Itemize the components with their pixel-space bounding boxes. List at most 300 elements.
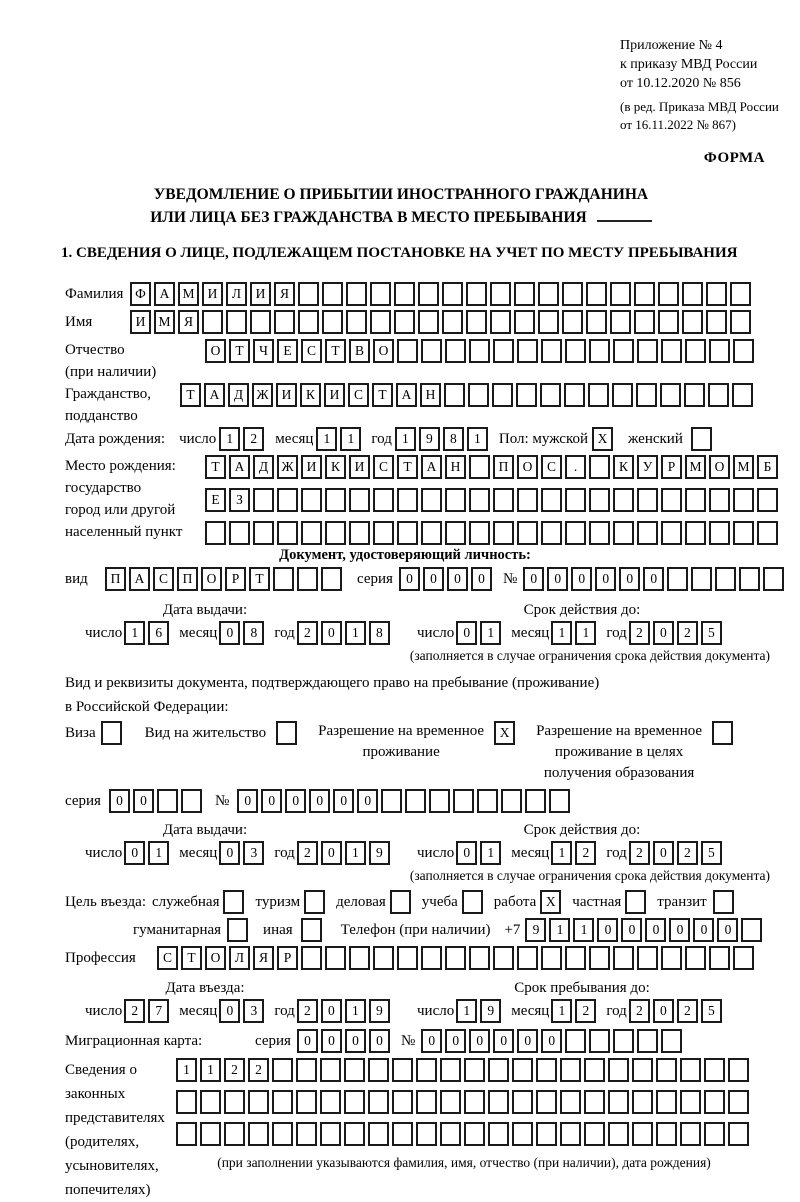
residence-valid-year-box[interactable]: 0 bbox=[653, 841, 674, 865]
phone-digit-box[interactable]: 0 bbox=[621, 918, 642, 942]
entry-day-box[interactable]: 2 bbox=[124, 999, 145, 1023]
purpose-transit-checkbox[interactable] bbox=[713, 890, 734, 914]
profession-char-box[interactable] bbox=[733, 946, 754, 970]
doc-kind-char-box[interactable]: П bbox=[177, 567, 198, 591]
given-name-char-box[interactable]: Я bbox=[178, 310, 199, 334]
birth-place-char-box[interactable]: А bbox=[421, 455, 442, 479]
stay-year-box[interactable]: 2 bbox=[629, 999, 650, 1023]
birth-place-char-box[interactable] bbox=[277, 521, 298, 545]
migration-number-box[interactable]: 0 bbox=[421, 1029, 442, 1053]
surname-char-box[interactable] bbox=[538, 282, 559, 306]
given-name-char-box[interactable] bbox=[442, 310, 463, 334]
given-name-char-box[interactable] bbox=[346, 310, 367, 334]
birth-place-char-box[interactable]: . bbox=[565, 455, 586, 479]
surname-char-box[interactable] bbox=[490, 282, 511, 306]
profession-char-box[interactable] bbox=[349, 946, 370, 970]
birth-place-char-box[interactable] bbox=[685, 521, 706, 545]
residence-issue-day-box[interactable]: 1 bbox=[148, 841, 169, 865]
birth-place-char-box[interactable]: О bbox=[517, 455, 538, 479]
phone-digit-box[interactable]: 0 bbox=[693, 918, 714, 942]
patronymic-char-box[interactable] bbox=[397, 339, 418, 363]
residence-valid-year-box[interactable]: 2 bbox=[677, 841, 698, 865]
patronymic-char-box[interactable] bbox=[541, 339, 562, 363]
residence-number-box[interactable]: 0 bbox=[333, 789, 354, 813]
birth-place-char-box[interactable] bbox=[373, 488, 394, 512]
stay-day-box[interactable]: 1 bbox=[456, 999, 477, 1023]
doc-series-box[interactable]: 0 bbox=[399, 567, 420, 591]
profession-char-box[interactable]: Я bbox=[253, 946, 274, 970]
stay-month-box[interactable]: 1 bbox=[551, 999, 572, 1023]
surname-char-box[interactable]: Ф bbox=[130, 282, 151, 306]
birth-place-char-box[interactable] bbox=[469, 521, 490, 545]
doc-number-box[interactable] bbox=[763, 567, 784, 591]
birth-place-char-box[interactable] bbox=[517, 521, 538, 545]
surname-char-box[interactable] bbox=[730, 282, 751, 306]
representatives-char-box[interactable] bbox=[224, 1090, 245, 1114]
birth-place-char-box[interactable] bbox=[349, 488, 370, 512]
birth-place-char-box[interactable] bbox=[373, 521, 394, 545]
surname-char-box[interactable] bbox=[322, 282, 343, 306]
given-name-char-box[interactable] bbox=[538, 310, 559, 334]
patronymic-char-box[interactable] bbox=[469, 339, 490, 363]
migration-number-box[interactable]: 0 bbox=[517, 1029, 538, 1053]
birth-place-char-box[interactable]: Е bbox=[205, 488, 226, 512]
migration-series-box[interactable]: 0 bbox=[369, 1029, 390, 1053]
representatives-char-box[interactable] bbox=[656, 1090, 677, 1114]
migration-number-box[interactable] bbox=[637, 1029, 658, 1053]
doc-number-box[interactable]: 0 bbox=[547, 567, 568, 591]
birth-place-char-box[interactable] bbox=[253, 488, 274, 512]
issue-year-box[interactable]: 8 bbox=[369, 621, 390, 645]
profession-char-box[interactable]: Т bbox=[181, 946, 202, 970]
birth-place-char-box[interactable] bbox=[421, 488, 442, 512]
citizenship-char-box[interactable] bbox=[732, 383, 753, 407]
phone-digit-box[interactable]: 0 bbox=[597, 918, 618, 942]
given-name-char-box[interactable] bbox=[226, 310, 247, 334]
birth-place-char-box[interactable] bbox=[709, 521, 730, 545]
birth-place-char-box[interactable] bbox=[589, 455, 610, 479]
citizenship-char-box[interactable] bbox=[612, 383, 633, 407]
given-name-char-box[interactable] bbox=[682, 310, 703, 334]
patronymic-char-box[interactable] bbox=[661, 339, 682, 363]
doc-number-box[interactable]: 0 bbox=[595, 567, 616, 591]
citizenship-char-box[interactable]: И bbox=[276, 383, 297, 407]
representatives-char-box[interactable] bbox=[608, 1058, 629, 1082]
representatives-char-box[interactable] bbox=[704, 1090, 725, 1114]
patronymic-char-box[interactable] bbox=[565, 339, 586, 363]
stay-year-box[interactable]: 5 bbox=[701, 999, 722, 1023]
surname-char-box[interactable] bbox=[586, 282, 607, 306]
representatives-char-box[interactable] bbox=[416, 1090, 437, 1114]
residence-issue-day-box[interactable]: 0 bbox=[124, 841, 145, 865]
patronymic-char-box[interactable]: Ч bbox=[253, 339, 274, 363]
profession-char-box[interactable] bbox=[421, 946, 442, 970]
doc-kind-char-box[interactable]: С bbox=[153, 567, 174, 591]
residence-number-box[interactable] bbox=[549, 789, 570, 813]
surname-char-box[interactable]: А bbox=[154, 282, 175, 306]
stay-day-box[interactable]: 9 bbox=[480, 999, 501, 1023]
surname-char-box[interactable] bbox=[562, 282, 583, 306]
representatives-char-box[interactable] bbox=[488, 1058, 509, 1082]
birth-place-char-box[interactable] bbox=[421, 521, 442, 545]
doc-number-box[interactable] bbox=[739, 567, 760, 591]
profession-char-box[interactable] bbox=[469, 946, 490, 970]
representatives-char-box[interactable] bbox=[536, 1090, 557, 1114]
entry-year-box[interactable]: 9 bbox=[369, 999, 390, 1023]
profession-char-box[interactable]: Р bbox=[277, 946, 298, 970]
birth-place-char-box[interactable] bbox=[733, 488, 754, 512]
citizenship-char-box[interactable]: Д bbox=[228, 383, 249, 407]
representatives-char-box[interactable] bbox=[464, 1090, 485, 1114]
residence-issue-month-box[interactable]: 3 bbox=[243, 841, 264, 865]
profession-char-box[interactable] bbox=[397, 946, 418, 970]
representatives-char-box[interactable] bbox=[704, 1058, 725, 1082]
birth-place-char-box[interactable] bbox=[565, 488, 586, 512]
surname-char-box[interactable] bbox=[514, 282, 535, 306]
residence-number-box[interactable] bbox=[501, 789, 522, 813]
phone-digit-box[interactable]: 0 bbox=[717, 918, 738, 942]
profession-char-box[interactable] bbox=[517, 946, 538, 970]
residence-issue-year-box[interactable]: 1 bbox=[345, 841, 366, 865]
given-name-char-box[interactable]: И bbox=[130, 310, 151, 334]
migration-number-box[interactable]: 0 bbox=[493, 1029, 514, 1053]
birth-place-char-box[interactable]: А bbox=[229, 455, 250, 479]
valid-month-box[interactable]: 1 bbox=[551, 621, 572, 645]
birth-place-char-box[interactable]: Ж bbox=[277, 455, 298, 479]
given-name-char-box[interactable] bbox=[658, 310, 679, 334]
phone-digit-box[interactable]: 1 bbox=[549, 918, 570, 942]
purpose-official-checkbox[interactable] bbox=[223, 890, 244, 914]
representatives-char-box[interactable] bbox=[296, 1058, 317, 1082]
doc-number-box[interactable] bbox=[691, 567, 712, 591]
representatives-char-box[interactable] bbox=[680, 1058, 701, 1082]
representatives-char-box[interactable] bbox=[704, 1122, 725, 1146]
representatives-char-box[interactable] bbox=[584, 1058, 605, 1082]
birth-place-char-box[interactable] bbox=[325, 521, 346, 545]
profession-char-box[interactable] bbox=[301, 946, 322, 970]
representatives-char-box[interactable] bbox=[200, 1090, 221, 1114]
citizenship-char-box[interactable] bbox=[540, 383, 561, 407]
citizenship-char-box[interactable] bbox=[564, 383, 585, 407]
surname-char-box[interactable]: М bbox=[178, 282, 199, 306]
representatives-char-box[interactable] bbox=[560, 1122, 581, 1146]
representatives-char-box[interactable] bbox=[272, 1058, 293, 1082]
representatives-char-box[interactable] bbox=[176, 1122, 197, 1146]
migration-series-box[interactable]: 0 bbox=[345, 1029, 366, 1053]
patronymic-char-box[interactable] bbox=[685, 339, 706, 363]
profession-char-box[interactable] bbox=[565, 946, 586, 970]
representatives-char-box[interactable] bbox=[296, 1090, 317, 1114]
representatives-char-box[interactable] bbox=[488, 1090, 509, 1114]
birth-year-box[interactable]: 9 bbox=[419, 427, 440, 451]
patronymic-char-box[interactable] bbox=[589, 339, 610, 363]
entry-year-box[interactable]: 0 bbox=[321, 999, 342, 1023]
given-name-char-box[interactable] bbox=[634, 310, 655, 334]
profession-char-box[interactable]: С bbox=[157, 946, 178, 970]
birth-day-box[interactable]: 1 bbox=[219, 427, 240, 451]
given-name-char-box[interactable] bbox=[562, 310, 583, 334]
profession-char-box[interactable] bbox=[445, 946, 466, 970]
surname-char-box[interactable] bbox=[298, 282, 319, 306]
representatives-char-box[interactable] bbox=[608, 1122, 629, 1146]
citizenship-char-box[interactable] bbox=[588, 383, 609, 407]
birth-place-char-box[interactable] bbox=[277, 488, 298, 512]
birth-place-char-box[interactable] bbox=[349, 521, 370, 545]
citizenship-char-box[interactable]: Т bbox=[180, 383, 201, 407]
representatives-char-box[interactable] bbox=[560, 1090, 581, 1114]
representatives-char-box[interactable]: 1 bbox=[176, 1058, 197, 1082]
birth-place-char-box[interactable] bbox=[229, 521, 250, 545]
birth-month-box[interactable]: 1 bbox=[316, 427, 337, 451]
birth-place-char-box[interactable] bbox=[253, 521, 274, 545]
representatives-char-box[interactable]: 2 bbox=[224, 1058, 245, 1082]
birth-place-char-box[interactable]: М bbox=[733, 455, 754, 479]
birth-place-char-box[interactable] bbox=[733, 521, 754, 545]
purpose-other-checkbox[interactable] bbox=[301, 918, 322, 942]
surname-char-box[interactable]: И bbox=[250, 282, 271, 306]
doc-kind-char-box[interactable]: Т bbox=[249, 567, 270, 591]
representatives-char-box[interactable] bbox=[272, 1122, 293, 1146]
surname-char-box[interactable] bbox=[658, 282, 679, 306]
profession-char-box[interactable]: О bbox=[205, 946, 226, 970]
doc-number-box[interactable] bbox=[715, 567, 736, 591]
residence-series-box[interactable] bbox=[181, 789, 202, 813]
profession-char-box[interactable] bbox=[325, 946, 346, 970]
residence-number-box[interactable] bbox=[429, 789, 450, 813]
purpose-study-checkbox[interactable] bbox=[462, 890, 483, 914]
representatives-char-box[interactable] bbox=[272, 1090, 293, 1114]
representatives-char-box[interactable] bbox=[632, 1090, 653, 1114]
representatives-char-box[interactable] bbox=[248, 1090, 269, 1114]
residence-series-box[interactable]: 0 bbox=[109, 789, 130, 813]
birth-place-char-box[interactable]: С bbox=[541, 455, 562, 479]
residence-valid-year-box[interactable]: 5 bbox=[701, 841, 722, 865]
birth-place-char-box[interactable] bbox=[589, 488, 610, 512]
profession-char-box[interactable] bbox=[373, 946, 394, 970]
residence-series-box[interactable]: 0 bbox=[133, 789, 154, 813]
patronymic-char-box[interactable] bbox=[445, 339, 466, 363]
representatives-char-box[interactable] bbox=[344, 1122, 365, 1146]
birth-year-box[interactable]: 1 bbox=[467, 427, 488, 451]
surname-char-box[interactable] bbox=[610, 282, 631, 306]
migration-number-box[interactable]: 0 bbox=[445, 1029, 466, 1053]
citizenship-char-box[interactable]: А bbox=[204, 383, 225, 407]
doc-kind-char-box[interactable] bbox=[297, 567, 318, 591]
residence-number-box[interactable]: 0 bbox=[261, 789, 282, 813]
issue-day-box[interactable]: 1 bbox=[124, 621, 145, 645]
doc-series-box[interactable]: 0 bbox=[447, 567, 468, 591]
birth-place-char-box[interactable]: М bbox=[685, 455, 706, 479]
purpose-humanitarian-checkbox[interactable] bbox=[227, 918, 248, 942]
birth-place-char-box[interactable]: П bbox=[493, 455, 514, 479]
entry-month-box[interactable]: 0 bbox=[219, 999, 240, 1023]
representatives-char-box[interactable] bbox=[200, 1122, 221, 1146]
residence-permit-checkbox[interactable] bbox=[276, 721, 297, 745]
phone-digit-box[interactable]: 0 bbox=[669, 918, 690, 942]
representatives-char-box[interactable] bbox=[536, 1122, 557, 1146]
doc-number-box[interactable]: 0 bbox=[643, 567, 664, 591]
patronymic-char-box[interactable] bbox=[709, 339, 730, 363]
given-name-char-box[interactable] bbox=[466, 310, 487, 334]
representatives-char-box[interactable] bbox=[440, 1090, 461, 1114]
profession-char-box[interactable] bbox=[613, 946, 634, 970]
birth-place-char-box[interactable]: К bbox=[613, 455, 634, 479]
given-name-char-box[interactable] bbox=[610, 310, 631, 334]
representatives-char-box[interactable] bbox=[344, 1090, 365, 1114]
birth-place-char-box[interactable]: З bbox=[229, 488, 250, 512]
phone-digit-box[interactable]: 0 bbox=[645, 918, 666, 942]
doc-number-box[interactable]: 0 bbox=[523, 567, 544, 591]
birth-place-char-box[interactable] bbox=[445, 521, 466, 545]
birth-place-char-box[interactable] bbox=[613, 488, 634, 512]
birth-place-char-box[interactable]: Т bbox=[205, 455, 226, 479]
birth-place-char-box[interactable] bbox=[757, 521, 778, 545]
birth-place-char-box[interactable]: Р bbox=[661, 455, 682, 479]
patronymic-char-box[interactable] bbox=[493, 339, 514, 363]
migration-series-box[interactable]: 0 bbox=[321, 1029, 342, 1053]
citizenship-char-box[interactable] bbox=[660, 383, 681, 407]
birth-place-char-box[interactable] bbox=[541, 488, 562, 512]
birth-place-char-box[interactable]: Д bbox=[253, 455, 274, 479]
temp-residence-checkbox[interactable]: X bbox=[494, 721, 515, 745]
birth-place-char-box[interactable]: Б bbox=[757, 455, 778, 479]
representatives-char-box[interactable] bbox=[584, 1090, 605, 1114]
birth-place-char-box[interactable] bbox=[301, 488, 322, 512]
given-name-char-box[interactable]: М bbox=[154, 310, 175, 334]
surname-char-box[interactable] bbox=[442, 282, 463, 306]
birth-place-char-box[interactable]: Н bbox=[445, 455, 466, 479]
birth-place-char-box[interactable] bbox=[493, 521, 514, 545]
representatives-char-box[interactable] bbox=[392, 1090, 413, 1114]
residence-valid-year-box[interactable]: 2 bbox=[629, 841, 650, 865]
doc-number-box[interactable] bbox=[667, 567, 688, 591]
phone-digit-box[interactable] bbox=[741, 918, 762, 942]
representatives-char-box[interactable] bbox=[416, 1122, 437, 1146]
citizenship-char-box[interactable] bbox=[636, 383, 657, 407]
birth-place-char-box[interactable] bbox=[565, 521, 586, 545]
migration-series-box[interactable]: 0 bbox=[297, 1029, 318, 1053]
representatives-char-box[interactable] bbox=[560, 1058, 581, 1082]
birth-day-box[interactable]: 2 bbox=[243, 427, 264, 451]
birth-year-box[interactable]: 1 bbox=[395, 427, 416, 451]
residence-issue-year-box[interactable]: 0 bbox=[321, 841, 342, 865]
residence-series-box[interactable] bbox=[157, 789, 178, 813]
representatives-char-box[interactable] bbox=[464, 1058, 485, 1082]
birth-month-box[interactable]: 1 bbox=[340, 427, 361, 451]
given-name-char-box[interactable] bbox=[706, 310, 727, 334]
phone-digit-box[interactable]: 9 bbox=[525, 918, 546, 942]
citizenship-char-box[interactable] bbox=[684, 383, 705, 407]
temp-residence-education-checkbox[interactable] bbox=[712, 721, 733, 745]
given-name-char-box[interactable] bbox=[370, 310, 391, 334]
residence-number-box[interactable] bbox=[405, 789, 426, 813]
migration-number-box[interactable]: 0 bbox=[469, 1029, 490, 1053]
birth-place-char-box[interactable] bbox=[757, 488, 778, 512]
citizenship-char-box[interactable] bbox=[492, 383, 513, 407]
issue-year-box[interactable]: 1 bbox=[345, 621, 366, 645]
migration-number-box[interactable] bbox=[565, 1029, 586, 1053]
residence-number-box[interactable]: 0 bbox=[285, 789, 306, 813]
surname-char-box[interactable]: Я bbox=[274, 282, 295, 306]
profession-char-box[interactable] bbox=[685, 946, 706, 970]
profession-char-box[interactable] bbox=[589, 946, 610, 970]
birth-place-char-box[interactable] bbox=[445, 488, 466, 512]
surname-char-box[interactable] bbox=[706, 282, 727, 306]
doc-kind-char-box[interactable]: П bbox=[105, 567, 126, 591]
representatives-char-box[interactable] bbox=[512, 1090, 533, 1114]
representatives-char-box[interactable] bbox=[632, 1122, 653, 1146]
valid-year-box[interactable]: 5 bbox=[701, 621, 722, 645]
issue-year-box[interactable]: 2 bbox=[297, 621, 318, 645]
given-name-char-box[interactable] bbox=[298, 310, 319, 334]
given-name-char-box[interactable] bbox=[514, 310, 535, 334]
representatives-char-box[interactable] bbox=[536, 1058, 557, 1082]
representatives-char-box[interactable] bbox=[728, 1058, 749, 1082]
representatives-char-box[interactable] bbox=[584, 1122, 605, 1146]
birth-year-box[interactable]: 8 bbox=[443, 427, 464, 451]
representatives-char-box[interactable] bbox=[512, 1058, 533, 1082]
representatives-char-box[interactable] bbox=[392, 1122, 413, 1146]
representatives-char-box[interactable]: 1 bbox=[200, 1058, 221, 1082]
representatives-char-box[interactable] bbox=[248, 1122, 269, 1146]
given-name-char-box[interactable] bbox=[322, 310, 343, 334]
patronymic-char-box[interactable]: В bbox=[349, 339, 370, 363]
given-name-char-box[interactable] bbox=[586, 310, 607, 334]
residence-valid-day-box[interactable]: 1 bbox=[480, 841, 501, 865]
residence-number-box[interactable] bbox=[477, 789, 498, 813]
valid-month-box[interactable]: 1 bbox=[575, 621, 596, 645]
profession-char-box[interactable] bbox=[661, 946, 682, 970]
representatives-char-box[interactable] bbox=[512, 1122, 533, 1146]
patronymic-char-box[interactable] bbox=[517, 339, 538, 363]
birth-place-char-box[interactable]: И bbox=[301, 455, 322, 479]
birth-place-char-box[interactable] bbox=[685, 488, 706, 512]
surname-char-box[interactable] bbox=[346, 282, 367, 306]
representatives-char-box[interactable] bbox=[416, 1058, 437, 1082]
citizenship-char-box[interactable] bbox=[444, 383, 465, 407]
valid-year-box[interactable]: 2 bbox=[677, 621, 698, 645]
citizenship-char-box[interactable]: И bbox=[324, 383, 345, 407]
issue-year-box[interactable]: 0 bbox=[321, 621, 342, 645]
given-name-char-box[interactable] bbox=[394, 310, 415, 334]
purpose-business-checkbox[interactable] bbox=[390, 890, 411, 914]
residence-number-box[interactable]: 0 bbox=[237, 789, 258, 813]
doc-kind-char-box[interactable]: О bbox=[201, 567, 222, 591]
patronymic-char-box[interactable]: Е bbox=[277, 339, 298, 363]
surname-char-box[interactable] bbox=[418, 282, 439, 306]
citizenship-char-box[interactable] bbox=[708, 383, 729, 407]
profession-char-box[interactable]: Л bbox=[229, 946, 250, 970]
representatives-char-box[interactable] bbox=[440, 1122, 461, 1146]
doc-number-box[interactable]: 0 bbox=[619, 567, 640, 591]
migration-number-box[interactable] bbox=[589, 1029, 610, 1053]
surname-char-box[interactable] bbox=[370, 282, 391, 306]
residence-number-box[interactable] bbox=[453, 789, 474, 813]
doc-kind-char-box[interactable] bbox=[273, 567, 294, 591]
residence-issue-year-box[interactable]: 9 bbox=[369, 841, 390, 865]
birth-place-char-box[interactable] bbox=[325, 488, 346, 512]
patronymic-char-box[interactable]: Т bbox=[229, 339, 250, 363]
profession-char-box[interactable] bbox=[493, 946, 514, 970]
birth-place-char-box[interactable]: К bbox=[325, 455, 346, 479]
entry-day-box[interactable]: 7 bbox=[148, 999, 169, 1023]
issue-month-box[interactable]: 8 bbox=[243, 621, 264, 645]
citizenship-char-box[interactable] bbox=[468, 383, 489, 407]
citizenship-char-box[interactable]: К bbox=[300, 383, 321, 407]
migration-number-box[interactable]: 0 bbox=[541, 1029, 562, 1053]
representatives-char-box[interactable] bbox=[440, 1058, 461, 1082]
purpose-private-checkbox[interactable] bbox=[625, 890, 646, 914]
